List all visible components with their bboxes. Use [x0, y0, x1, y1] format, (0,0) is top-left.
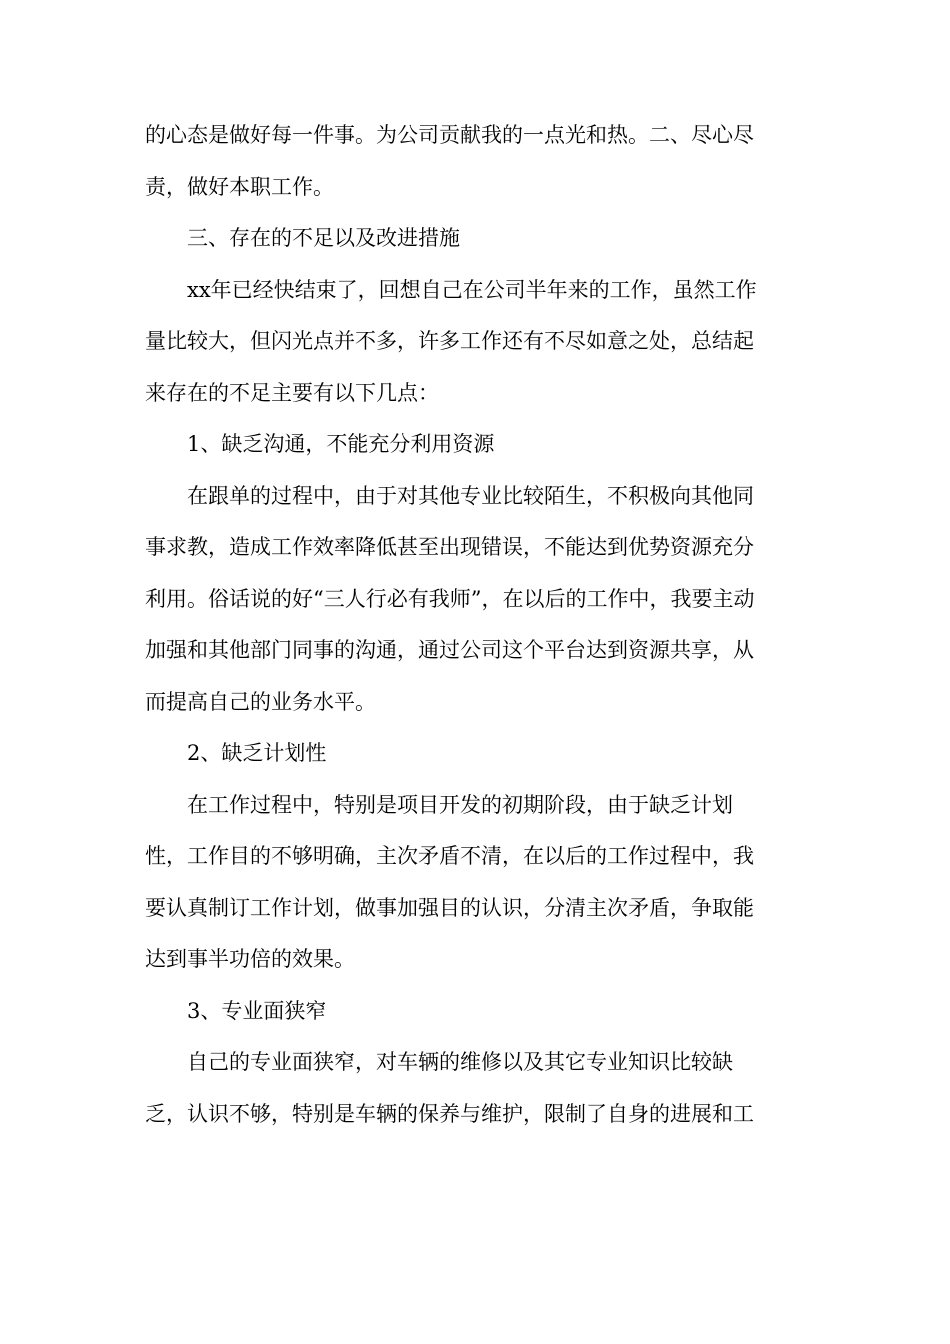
section-heading: 三、存在的不足以及改进措施 [187, 226, 460, 250]
subsection-heading: 1、缺乏沟通，不能充分利用资源 [187, 432, 495, 456]
text-line: 来存在的不足主要有以下几点： [145, 380, 439, 405]
text-line: 责，做好本职工作。 [145, 174, 334, 199]
text-line: 性，工作目的不够明确，主次矛盾不清，在以后的工作过程中，我 [145, 844, 754, 868]
subsection-heading: 3、专业面狭窄 [187, 998, 327, 1023]
subsection-heading: 2、缺乏计划性 [187, 741, 327, 765]
text-line: 自己的专业面狭窄，对车辆的维修以及其它专业知识比较缺 [187, 1050, 733, 1074]
text-line: 事求教，造成工作效率降低甚至出现错误，不能达到优势资源充分 [145, 535, 754, 559]
text-line: 加强和其他部门同事的沟通，通过公司这个平台达到资源共享，从 [145, 638, 754, 662]
text-line: 的心态是做好每一件事。为公司贡献我的一点光和热。二、尽心尽 [145, 123, 754, 147]
document-body [145, 110, 800, 1140]
text-line: 达到事半功倍的效果。 [145, 947, 355, 971]
text-line: 利用。俗话说的好“三人行必有我师”，在以后的工作中，我要主动 [145, 586, 755, 611]
text-line: 要认真制订工作计划，做事加强目的认识，分清主次矛盾，争取能 [145, 895, 754, 920]
text-line: 乏，认识不够，特别是车辆的保养与维护，限制了自身的进展和工 [145, 1101, 754, 1126]
text-line: 在工作过程中，特别是项目开发的初期阶段，由于缺乏计划 [187, 792, 733, 817]
text-line: 在跟单的过程中，由于对其他专业比较陌生，不积极向其他同 [187, 483, 754, 508]
text-line: xx年已经快结束了，回想自己在公司半年来的工作，虽然工作 [187, 277, 757, 302]
text-line: 量比较大，但闪光点并不多，许多工作还有不尽如意之处，总结起 [145, 329, 754, 353]
text-line: 而提高自己的业务水平。 [145, 689, 376, 714]
